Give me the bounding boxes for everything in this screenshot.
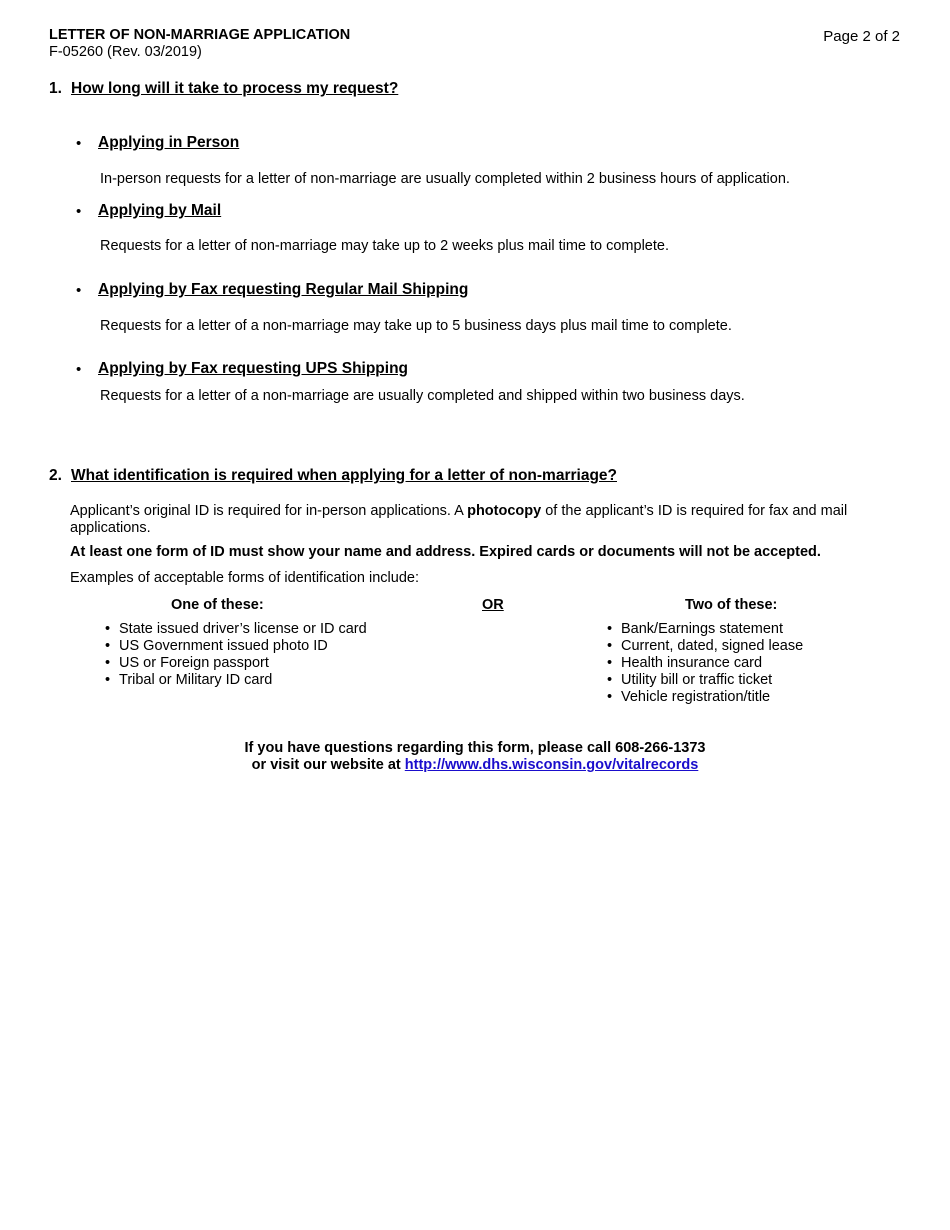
list-item: • Utility bill or traffic ticket (607, 672, 803, 689)
website-link[interactable]: http://www.dhs.wisconsin.gov/vitalrecords (404, 757, 699, 773)
column-2-heading: Two of these: (685, 597, 778, 613)
bullet-icon: • (76, 203, 82, 220)
page-indicator: Page 2 of 2 (823, 28, 900, 45)
item-fax-regular-title: Applying by Fax requesting Regular Mail Shipping (98, 281, 469, 298)
item-mail-title: Applying by Mail (98, 202, 222, 219)
id-notice: At least one form of ID must show your name and address. Expired cards or documents will not be accepted. (70, 544, 821, 560)
form-title: LETTER OF NON-MARRIAGE APPLICATION (49, 27, 351, 43)
footer-contact-line: If you have questions regarding this form, please call 608-266-1373 (244, 740, 706, 756)
item-fax-ups-text: Requests for a letter of a non-marriage are usually completed and shipped within two business days. (100, 388, 745, 404)
or-label: OR (482, 597, 504, 613)
item-in-person-text: In-person requests for a letter of non-marriage are usually completed within 2 business hours of application. (100, 171, 790, 187)
list-item: • Bank/Earnings statement (607, 621, 803, 638)
photocopy-emphasis: photocopy (467, 503, 542, 519)
section-2-heading: What identification is required when applying for a letter of non-marriage? (71, 467, 617, 484)
item-in-person-title: Applying in Person (98, 134, 240, 151)
column-1-heading: One of these: (171, 597, 264, 613)
list-item: • Current, dated, signed lease (607, 638, 803, 655)
footer-website-line: or visit our website at http://www.dhs.wisconsin.gov/vitalrecords (251, 757, 699, 773)
item-fax-regular-text: Requests for a letter of a non-marriage may take up to 5 business days plus mail time to complete. (100, 318, 732, 334)
bullet-icon: • (76, 135, 82, 152)
list-item: • State issued driver’s license or ID card (105, 621, 367, 638)
column-1-list (105, 621, 367, 689)
section-1-number: 1. (49, 80, 62, 97)
id-requirement-paragraph: Applicant’s original ID is required for in-person applications. A photocopy of the applicant’s ID is required for fax and mail applications. (70, 503, 848, 536)
section-2-number: 2. (49, 467, 62, 484)
list-item: • US or Foreign passport (105, 655, 367, 672)
section-1-heading: How long will it take to process my request? (71, 80, 399, 97)
bullet-icon: • (76, 282, 82, 299)
bullet-icon: • (76, 361, 82, 378)
item-fax-ups-title: Applying by Fax requesting UPS Shipping (98, 360, 409, 377)
column-2-list (607, 621, 803, 706)
list-item: • US Government issued photo ID (105, 638, 367, 655)
item-mail-text: Requests for a letter of non-marriage may take up to 2 weeks plus mail time to complete. (100, 238, 669, 254)
list-item: • Vehicle registration/title (607, 689, 803, 706)
list-item: • Health insurance card (607, 655, 803, 672)
examples-intro: Examples of acceptable forms of identification include: (70, 570, 419, 586)
list-item: • Tribal or Military ID card (105, 672, 367, 689)
form-number: F-05260 (Rev. 03/2019) (49, 44, 202, 60)
